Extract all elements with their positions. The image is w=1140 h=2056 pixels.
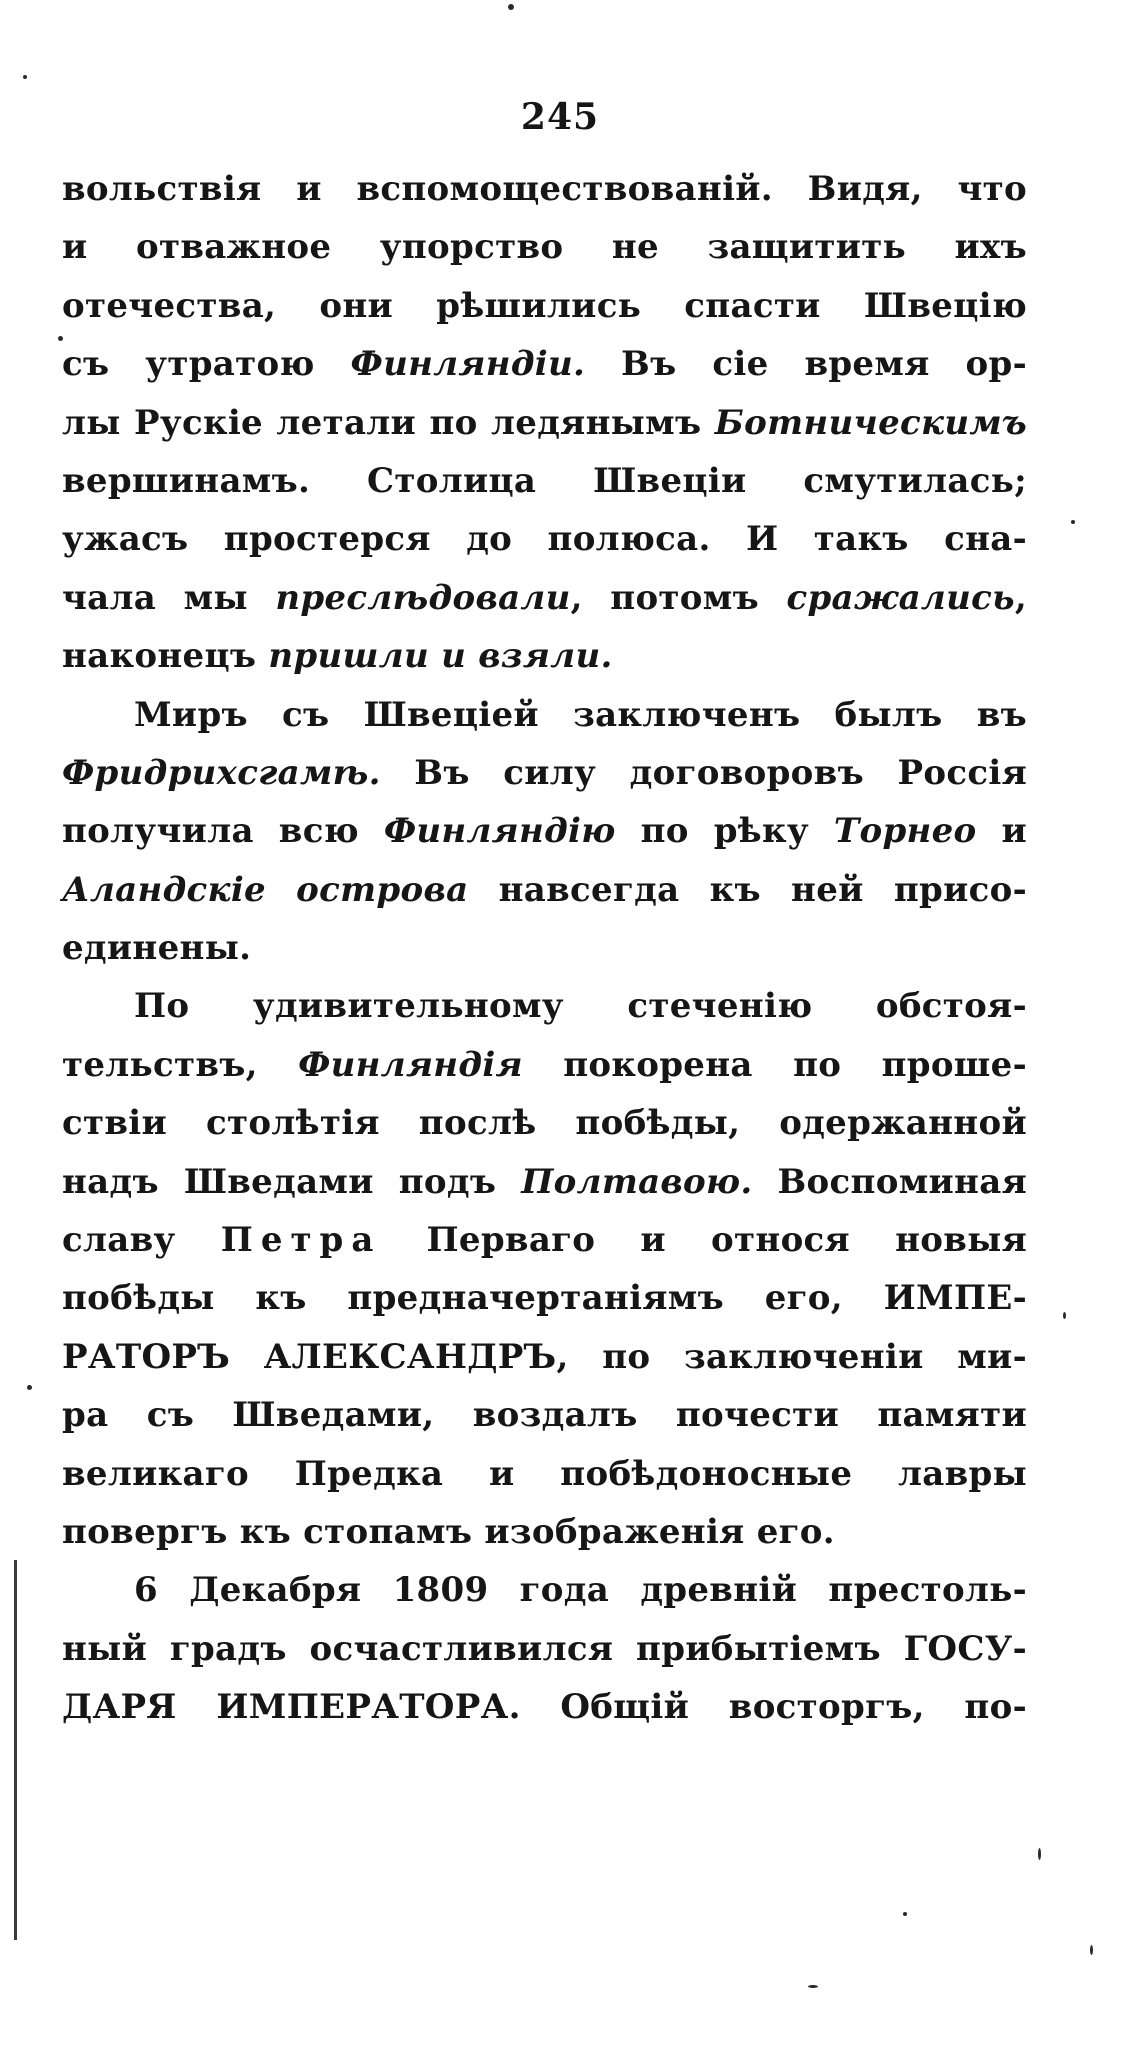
text-line [62,1211,1027,1269]
print-speck [58,336,63,341]
text-run: , [1014,577,1027,618]
text-run: ный градъ осчастливился прибытіемъ ГОСУ- [62,1628,1027,1669]
text-run: лы Рускіе летали по ледянымъ [62,402,715,443]
text-line [62,1328,1027,1386]
text-line [62,1445,1027,1503]
print-speck [903,1912,907,1916]
text-run: побѣды къ предначертаніямъ его, ИМПЕ- [62,1278,1027,1319]
text-line [62,1503,1027,1561]
text-line [62,744,1027,802]
print-speck [508,4,514,10]
text-run: единены. [62,928,252,969]
text-line [62,160,1027,218]
text-line [62,977,1027,1035]
print-speck [1071,520,1075,524]
text-run: РАТОРЪ АЛЕКСАНДРЪ, по заключеніи ми- [62,1336,1027,1377]
text-run: вольствія и вспомоществованій. Видя, что [62,169,1027,209]
text-run: и [976,811,1027,852]
text-line [62,394,1027,452]
print-speck [1038,1848,1041,1860]
text-line [62,1036,1027,1094]
text-run: повергъ къ стопамъ изображенія его. [62,1511,835,1552]
text-line [62,1386,1027,1444]
spaced-name-run: Петра [220,1220,382,1261]
text-line [62,686,1027,744]
text-run: ДАРЯ ИМПЕРАТОРА. Общій восторгъ, по- [62,1687,1027,1728]
text-line [62,1094,1027,1152]
italic-text-run: Полтавою. [521,1161,753,1202]
body-text [62,160,1027,1737]
italic-text-run: Торнео [833,811,977,852]
text-run: ствіи столѣтія послѣ побѣды, одержанной [62,1103,1027,1144]
text-run: отечества, они рѣшились спасти Швецію [62,285,1027,326]
text-line [62,1678,1027,1736]
text-run: вершинамъ. Столица Швеціи смутилась; [62,460,1027,501]
italic-text-run: Фридрихсгамѣ. [62,752,381,793]
text-line [62,1269,1027,1327]
italic-text-run: Аландскіе острова [62,869,469,910]
text-line [62,919,1027,977]
text-run: славу [62,1220,221,1261]
text-run: Въ силу договоровъ Россія [380,752,1027,793]
text-line [62,569,1027,627]
text-run: наконецъ [62,636,269,677]
text-run: надъ Шведами подъ [62,1161,522,1202]
print-speck [808,1985,818,1988]
text-line [62,1153,1027,1211]
italic-text-run: сражались [786,577,1015,618]
italic-text-run: Финляндіи. [350,344,586,385]
print-speck [23,75,27,79]
text-line [62,627,1027,685]
italic-text-run: преслѣдовали [275,577,571,618]
text-run: По удивительному стеченію обстоя- [134,986,1027,1027]
text-line [62,452,1027,510]
text-run: и отважное упорство не защитить ихъ [62,227,1027,268]
text-run: Миръ съ Швеціей заключенъ былъ въ [134,694,1027,735]
text-run: великаго Предка и побѣдоносные лавры [62,1453,1027,1494]
text-line [62,335,1027,393]
text-line [62,802,1027,860]
text-line [62,1620,1027,1678]
italic-text-run: пришли и взяли. [268,636,613,677]
text-run: Воспоминая [752,1161,1027,1202]
text-line [62,861,1027,919]
print-speck [27,1385,32,1390]
text-run: , потомъ [570,577,787,618]
text-run: по рѣку [615,811,834,852]
text-run: ра съ Шведами, воздалъ почести памяти [62,1395,1027,1436]
text-line [62,277,1027,335]
text-run: съ утратою [62,344,351,385]
print-speck [1063,1312,1066,1319]
text-run: Перваго и относя новыя [381,1220,1027,1261]
italic-text-run: Финляндію [383,811,616,852]
margin-rule [14,1560,17,1940]
text-run: 6 Декабря 1809 года древній престоль- [134,1570,1027,1611]
text-run: покорена по проше- [522,1044,1027,1085]
print-speck [1090,1945,1093,1955]
text-run: получила всю [62,811,384,852]
text-run: чала мы [62,577,276,618]
text-line [62,1561,1027,1619]
text-run: тельствъ, [62,1044,299,1085]
italic-text-run: Финляндія [298,1044,523,1085]
italic-text-run: Ботническимъ [714,402,1027,443]
text-run: ужасъ простерся до полюса. И такъ сна- [62,519,1027,560]
text-line [62,510,1027,568]
text-line [62,218,1027,276]
text-run: навсегда къ ней присо- [468,869,1027,910]
page-number: 245 [520,96,600,138]
text-run: Въ сіе время ор- [585,344,1027,385]
